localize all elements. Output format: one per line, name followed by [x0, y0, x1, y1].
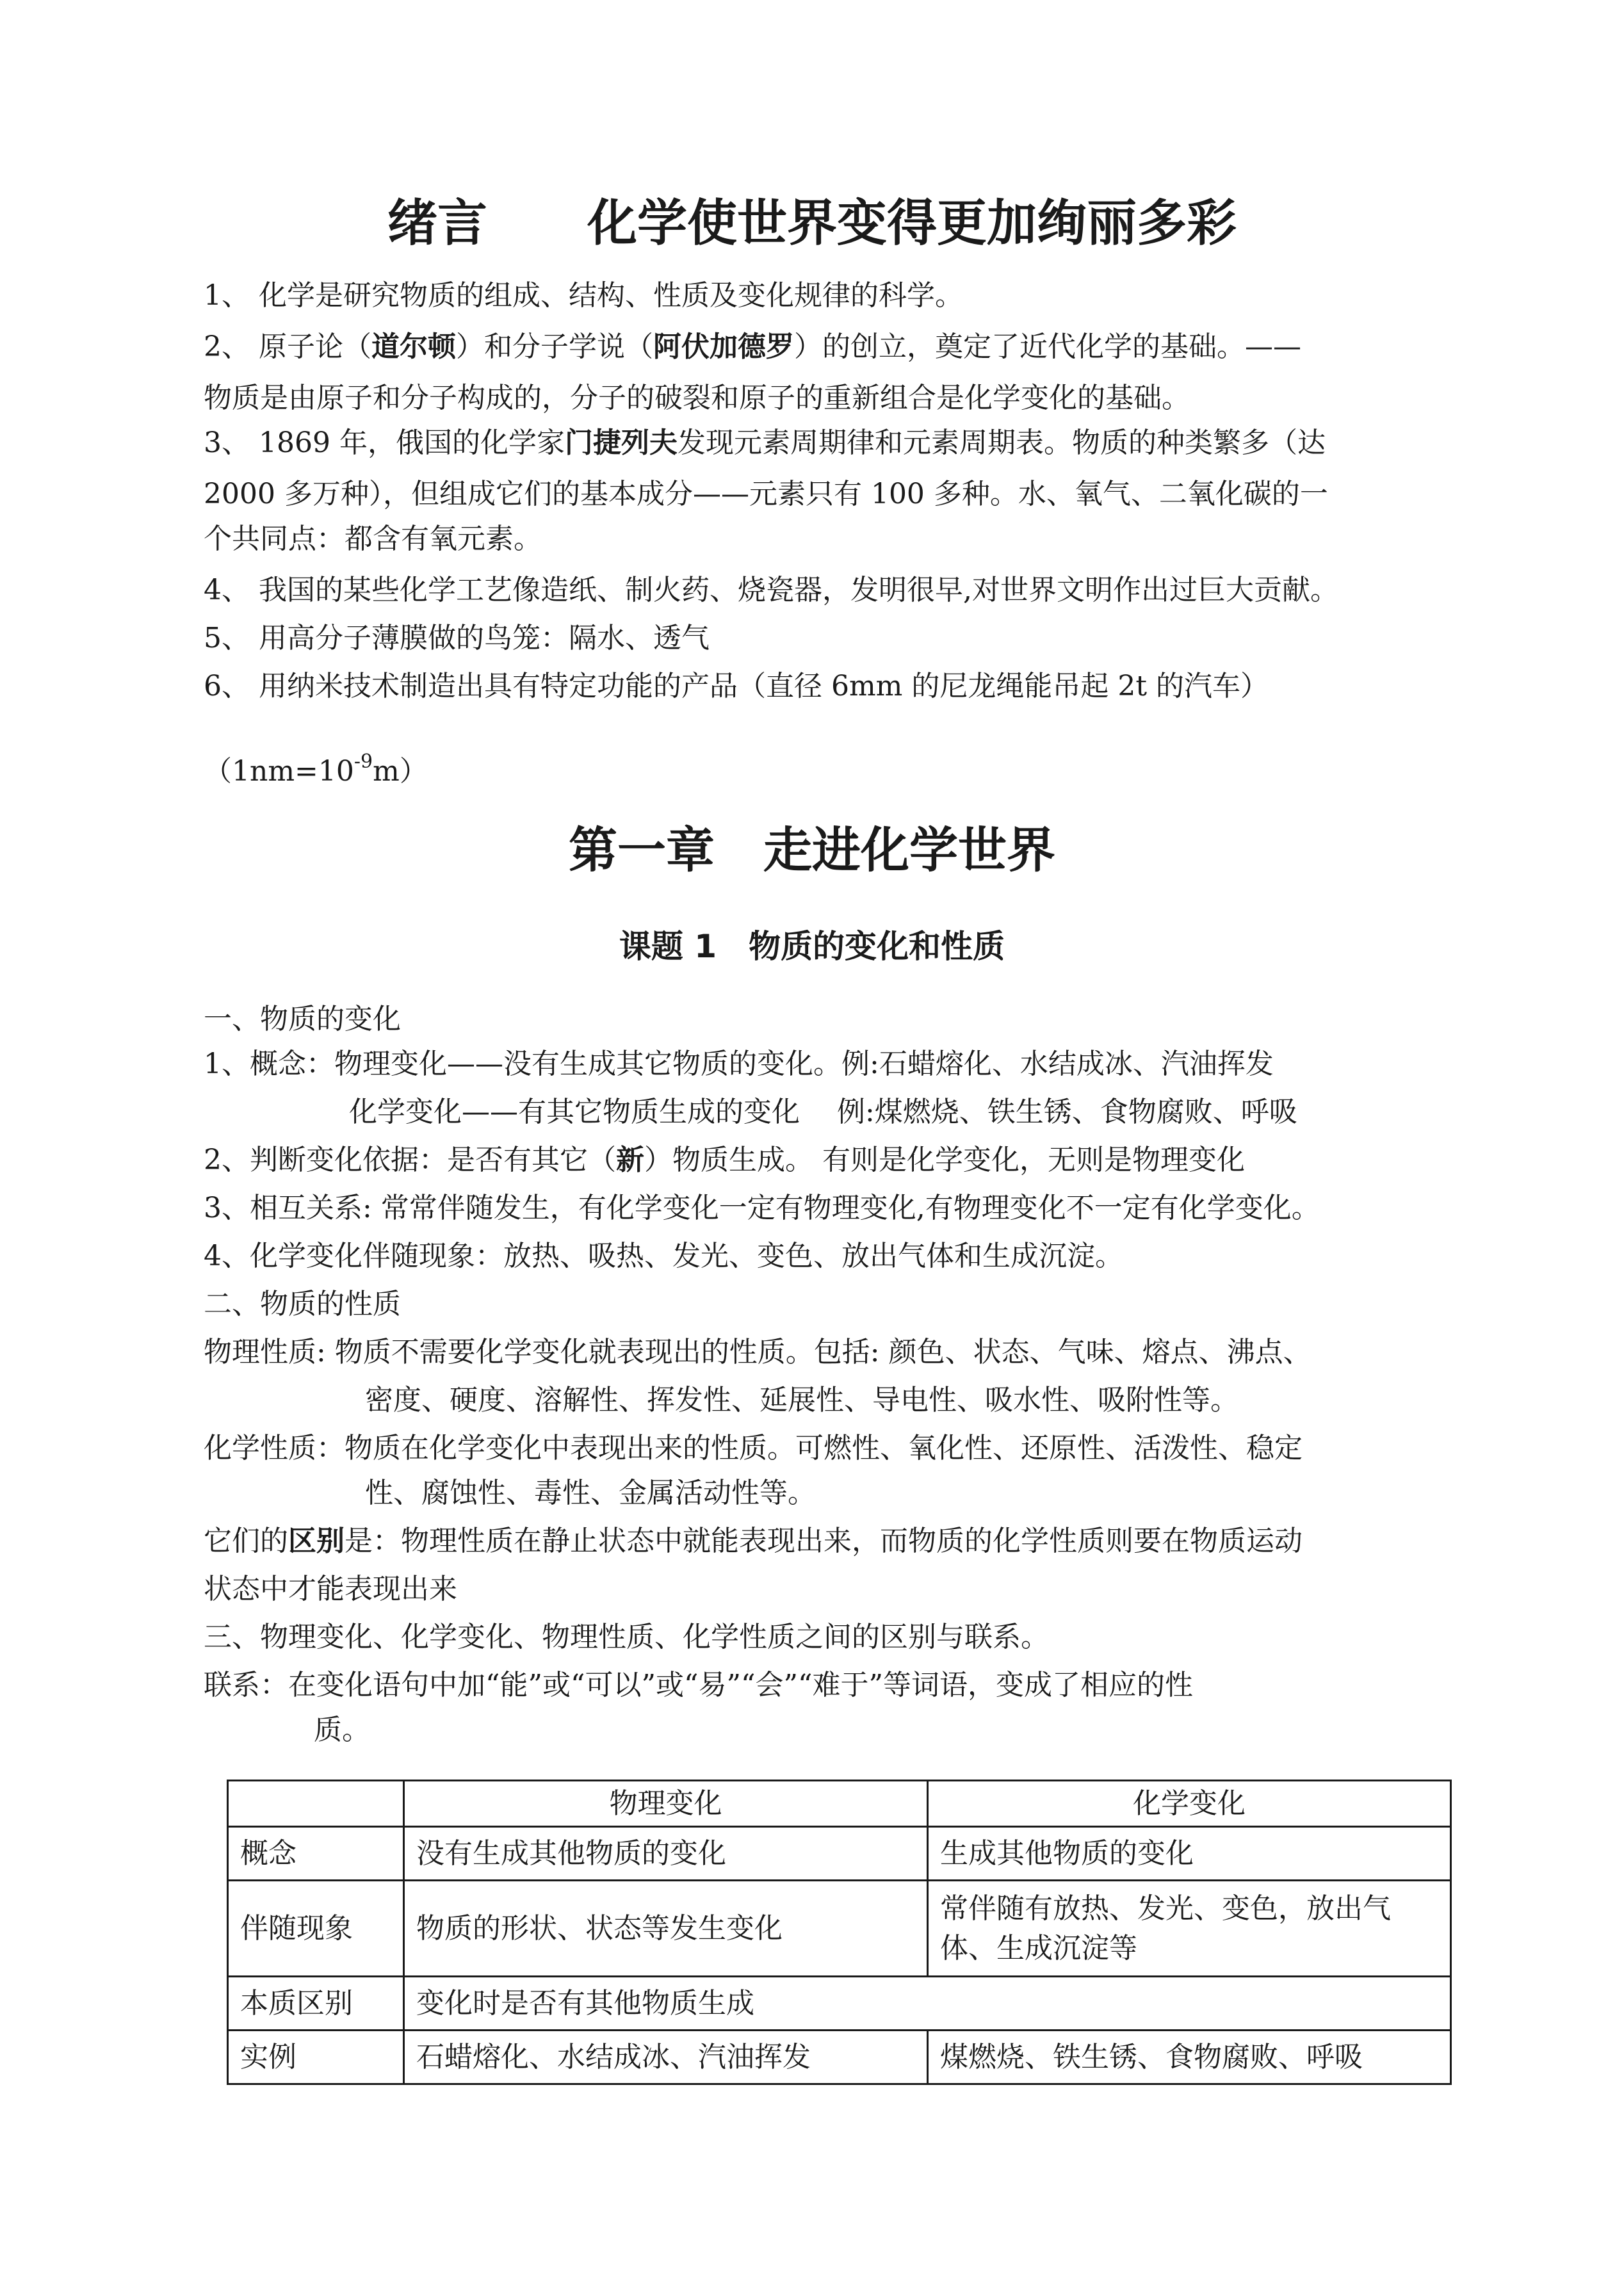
row-label: 伴随现象 — [228, 1881, 404, 1977]
bold-term: 道尔顿 — [371, 330, 456, 363]
text: 2、判断变化依据：是否有其它（ — [204, 1144, 616, 1176]
table-header-row — [228, 1781, 1451, 1827]
row-label: 概念 — [228, 1827, 404, 1881]
intro-title: 绪言 化学使世界变得更加绚丽多彩 — [387, 195, 1237, 252]
physical-property: 物理性质: 物质不需要化学变化就表现出的性质。包括: 颜色、状态、气味、熔点、沸点、 — [204, 1336, 1311, 1368]
section-heading: 三、物理变化、化学变化、物理性质、化学性质之间的区别与联系。 — [204, 1621, 1049, 1653]
judgement-basis — [204, 1146, 1245, 1174]
lesson-title: 课题 1 物质的变化和性质 — [619, 928, 1005, 965]
connection-cont: 质。 — [314, 1714, 370, 1746]
text: 2、 原子论（ — [204, 330, 371, 363]
difference-cont: 状态中才能表现出来 — [204, 1573, 457, 1605]
table-cell: 石蜡熔化、水结成冰、汽油挥发 — [404, 2031, 928, 2084]
table-row — [228, 1977, 1451, 2031]
section-heading: 二、物质的性质 — [204, 1288, 401, 1320]
intro-item-3-cont2: 个共同点：都含有氧元素。 — [204, 523, 542, 555]
intro-item-3-cont: 2000 多万种），但组成它们的基本成分——元素只有 100 多种。水、氧气、二氧化碳的一 — [204, 478, 1328, 510]
intro-item-2 — [204, 330, 1301, 363]
superscript: -9 — [353, 750, 373, 773]
intro-item-4: 4、 我国的某些化学工艺像造纸、制火药、烧瓷器，发明很早,对世界文明作出过巨大贡献。 — [204, 574, 1338, 606]
table-cell: 物质的形状、状态等发生变化 — [404, 1881, 928, 1977]
intro-item-5: 5、 用高分子薄膜做的鸟笼：隔水、透气 — [204, 622, 710, 654]
table-cell: 变化时是否有其他物质生成 — [404, 1977, 1451, 2031]
text: 3、 1869 年，俄国的化学家 — [204, 426, 565, 459]
text: m） — [373, 755, 428, 788]
table-cell: 生成其他物质的变化 — [928, 1827, 1451, 1881]
relationship: 3、相互关系: 常常伴随发生，有化学变化一定有物理变化,有物理变化不一定有化学变化。 — [204, 1192, 1320, 1224]
concept-physical: 1、概念：物理变化——没有生成其它物质的变化。例:石蜡熔化、水结成冰、汽油挥发 — [204, 1048, 1274, 1080]
table-cell: 煤燃烧、铁生锈、食物腐败、呼吸 — [928, 2031, 1451, 2084]
intro-item-6: 6、 用纳米技术制造出具有特定功能的产品（直径 6mm 的尼龙绳能吊起 2t 的汽车） — [204, 670, 1269, 702]
chapter-title: 第一章 走进化学世界 — [569, 822, 1055, 879]
table-row — [228, 1827, 1451, 1881]
header-cell: 物理变化 — [404, 1781, 928, 1827]
bold-term: 新 — [616, 1144, 644, 1176]
chemical-property-cont: 性、腐蚀性、毒性、金属活动性等。 — [365, 1477, 816, 1509]
connection: 联系：在变化语句中加“能”或“可以”或“易”“会”“难于”等词语，变成了相应的性 — [204, 1669, 1193, 1701]
concept-chemical: 化学变化——有其它物质生成的变化 例:煤燃烧、铁生锈、食物腐败、呼吸 — [349, 1096, 1297, 1128]
row-label: 实例 — [228, 2031, 404, 2084]
comparison-table — [227, 1780, 1452, 2085]
bold-term: 阿伏加德罗 — [653, 330, 794, 363]
table-row — [228, 1881, 1451, 1977]
row-label: 本质区别 — [228, 1977, 404, 2031]
physical-property-cont: 密度、硬度、溶解性、挥发性、延展性、导电性、吸水性、吸附性等。 — [365, 1384, 1238, 1416]
phenomena: 4、化学变化伴随现象：放热、吸热、发光、变色、放出气体和生成沉淀。 — [204, 1240, 1123, 1272]
text: ）物质生成。 有则是化学变化，无则是物理变化 — [644, 1144, 1245, 1176]
intro-nm-note — [204, 752, 428, 786]
bold-term: 区别 — [288, 1525, 345, 1557]
text: ）和分子学说（ — [455, 330, 653, 363]
text: 发现元素周期律和元素周期表。物质的种类繁多（达 — [677, 426, 1326, 459]
table-cell: 没有生成其他物质的变化 — [404, 1827, 928, 1881]
text: （1nm=10 — [204, 755, 354, 788]
intro-item-3 — [204, 426, 1326, 459]
intro-item-2-cont: 物质是由原子和分子构成的，分子的破裂和原子的重新组合是化学变化的基础。 — [204, 382, 1190, 414]
header-cell: 化学变化 — [928, 1781, 1451, 1827]
intro-item-1: 1、 化学是研究物质的组成、结构、性质及变化规律的科学。 — [204, 279, 963, 312]
difference — [204, 1527, 1303, 1555]
text: 它们的 — [204, 1525, 288, 1557]
table-row — [228, 2031, 1451, 2084]
header-cell — [228, 1781, 404, 1827]
table-cell: 常伴随有放热、发光、变色，放出气体、生成沉淀等 — [928, 1881, 1451, 1977]
bold-term: 门捷列夫 — [564, 426, 678, 459]
text: 是：物理性质在静止状态中就能表现出来，而物质的化学性质则要在物质运动 — [345, 1525, 1303, 1557]
section-heading: 一、物质的变化 — [204, 1003, 401, 1035]
chemical-property: 化学性质：物质在化学变化中表现出来的性质。可燃性、氧化性、还原性、活泼性、稳定 — [204, 1432, 1303, 1464]
text: ）的创立，奠定了近代化学的基础。—— — [793, 330, 1301, 363]
